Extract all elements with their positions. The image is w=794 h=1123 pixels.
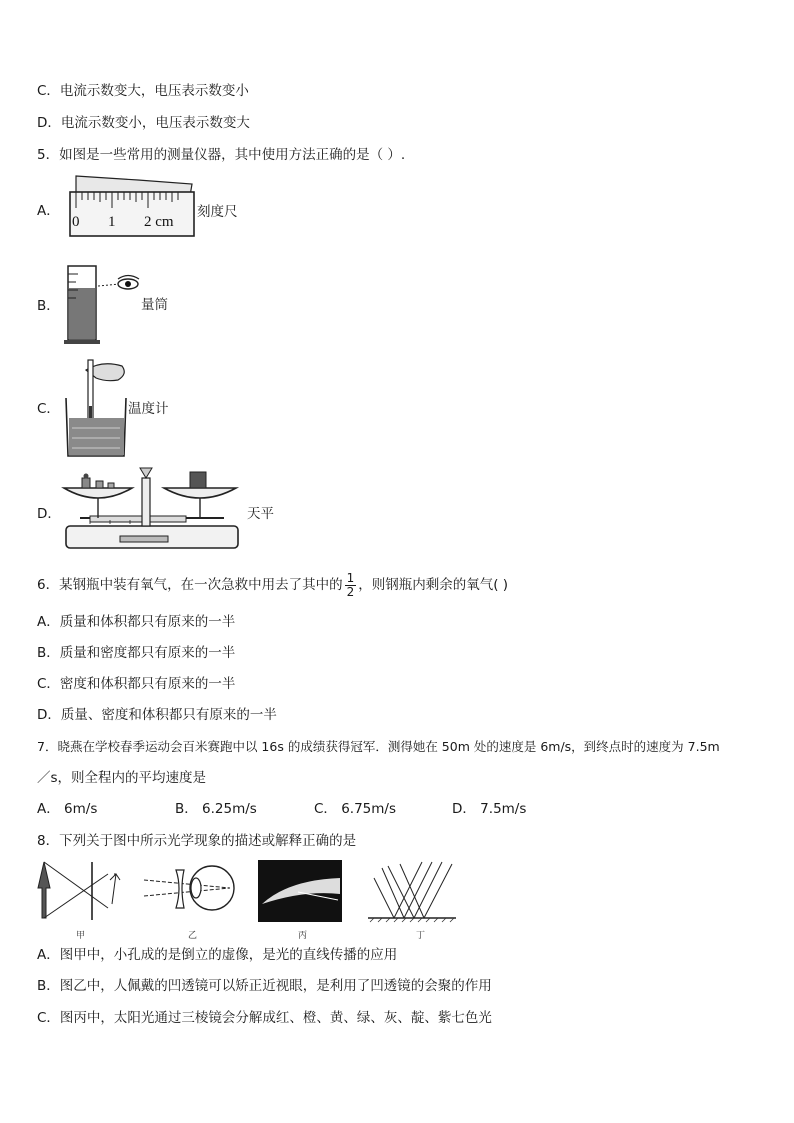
eye-concave-lens-figure (140, 858, 240, 924)
balance-figure (60, 464, 244, 556)
q7-option-c: C． 6.75m/s (314, 801, 397, 817)
q8-fig-label-ding: 丁 (416, 931, 426, 941)
q5-b-letter: B． (37, 298, 60, 314)
q5-b-caption: 量筒 (141, 297, 168, 313)
q6-stem-after: ，则钢瓶内剩余的氧气( ) (358, 577, 509, 593)
q5-stem: 5．如图是一些常用的测量仪器，其中使用方法正确的是（ ）. (37, 147, 406, 163)
q5-a-caption: 刻度尺 (197, 204, 238, 220)
q7-option-a: A． 6m/s (37, 801, 98, 817)
q7-stem-line2: ／s，则全程内的平均速度是 (37, 770, 207, 786)
q6-option-c: C．密度和体积都只有原来的一半 (37, 676, 236, 692)
q8-stem: 8．下列关于图中所示光学现象的描述或解释正确的是 (37, 833, 357, 849)
ruler-mark-2: 2 cm (144, 214, 174, 230)
q8-option-b: B．图乙中，人佩戴的凹透镜可以矫正近视眼，是利用了凹透镜的会聚的作用 (37, 978, 492, 994)
q8-option-a: A．图甲中，小孔成的是倒立的虚像，是光的直线传播的应用 (37, 947, 398, 963)
q6-option-d: D．质量、密度和体积都只有原来的一半 (37, 707, 277, 723)
q8-figures (36, 858, 466, 940)
q5-d-letter: D． (37, 506, 61, 522)
ruler-mark-0: 0 (72, 214, 80, 230)
ruler-figure (68, 174, 196, 238)
prism-dispersion-figure (258, 860, 342, 922)
q6-fraction-numerator: 1 (346, 570, 355, 585)
q5-c-caption: 温度计 (128, 401, 169, 417)
q6-stem-before: 6．某钢瓶中装有氧气，在一次急救中用去了其中的 (37, 577, 343, 593)
q5-d-caption: 天平 (247, 506, 274, 522)
q6-fraction (345, 572, 357, 599)
q7-stem-line1: 7．晓燕在学校春季运动会百米赛跑中以 16s 的成绩获得冠军．测得她在 50m 处的速度是 6m/s，到终点时的速度为 7.5m (37, 739, 720, 754)
q7-options (37, 800, 737, 818)
diffuse-reflection-figure (364, 858, 458, 924)
q8-option-c: C．图丙中，太阳光通过三棱镜会分解成红、橙、黄、绿、灰、靛、紫七色光 (37, 1010, 492, 1026)
q6-stem (37, 570, 508, 600)
q8-fig-label-bing: 丙 (298, 931, 308, 941)
thermometer-beaker-figure (62, 356, 132, 460)
q5-c-letter: C． (37, 401, 60, 417)
q6-fraction-denominator: 2 (346, 584, 355, 599)
q6-option-b: B．质量和密度都只有原来的一半 (37, 645, 236, 661)
q7-option-b: B． 6.25m/s (175, 801, 257, 817)
q8-fig-label-yi: 乙 (188, 931, 198, 941)
q4-option-d: D．电流示数变小，电压表示数变大 (37, 115, 250, 131)
q5-a-letter: A． (37, 203, 60, 219)
q4-option-c: C．电流示数变大，电压表示数变小 (37, 83, 249, 99)
q6-option-a: A．质量和体积都只有原来的一半 (37, 614, 236, 630)
graduated-cylinder-figure (62, 260, 146, 348)
ruler-mark-1: 1 (108, 214, 116, 230)
q8-fig-label-jia: 甲 (76, 931, 86, 941)
q7-option-d: D． 7.5m/s (452, 801, 527, 817)
pinhole-camera-figure (36, 858, 128, 924)
